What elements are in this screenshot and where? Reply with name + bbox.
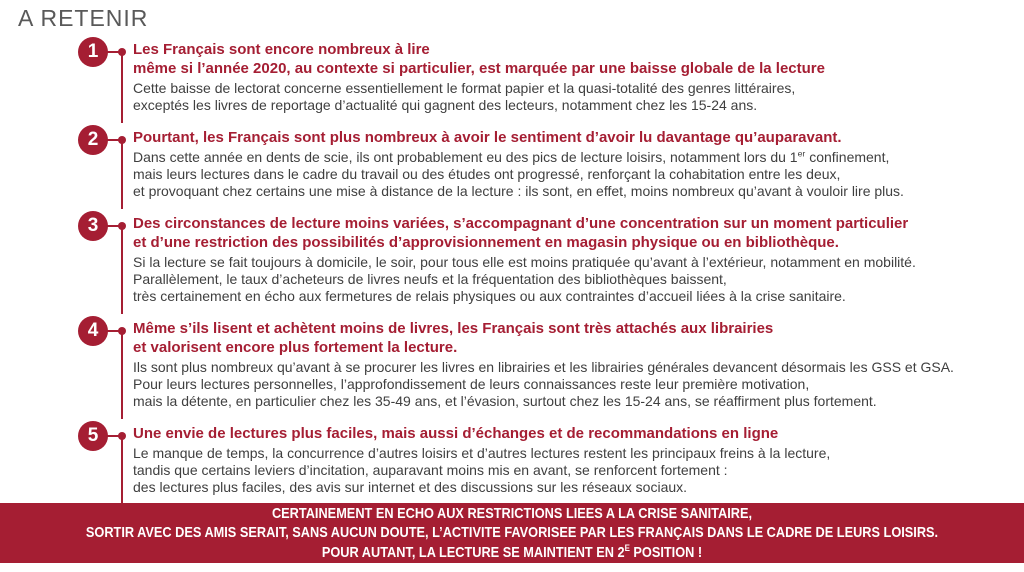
footer-text: POSITION ! <box>629 543 703 561</box>
section-body-line: et provoquant chez certains une mise à distance de la lecture : ils sont, en effet, moins nombreux qu’avant à vouloir lire plus. <box>133 183 904 199</box>
footer-line-3 <box>77 543 947 563</box>
takeaway-section-2 <box>0 128 1024 200</box>
footer-line-2: SORTIR AVEC DES AMIS SERAIT, SANS AUCUN DOUTE, L’ACTIVITE FAVORISEE PAR LES FRANÇAIS DANS LE CADRE DE LEURS LOISIRS. <box>85 524 939 542</box>
section-title-line: Même s’ils lisent et achètent moins de livres, les Français sont très attachés aux librairies <box>133 320 774 337</box>
number-badge: 1 <box>78 37 108 67</box>
section-body-line: Cette baisse de lectorat concerne essentiellement le format papier et la quasi-totalité des genres littéraires, <box>133 80 796 96</box>
footer-text: POUR AUTANT, LA LECTURE SE MAINTIENT EN 2 <box>321 543 625 561</box>
section-title-line: Les Français sont encore nombreux à lire <box>133 41 430 58</box>
section-title <box>133 214 1024 252</box>
superscript-text: E <box>624 542 630 553</box>
number-badge: 2 <box>78 125 108 155</box>
section-title <box>133 128 1024 147</box>
takeaways-list <box>0 40 1024 510</box>
page-title: A RETENIR <box>18 5 149 31</box>
footer-banner <box>0 503 1024 563</box>
section-vline <box>121 331 123 419</box>
section-body <box>133 445 1024 496</box>
section-body-line: tandis que certains leviers d’incitation, auparavant moins mis en avant, se renforcent fortement : <box>133 462 728 478</box>
section-body-line: Pour leurs lectures personnelles, l’approfondissement de leurs connaissances reste leur première motivation, <box>133 376 810 392</box>
section-title-line: et d’une restriction des possibilités d’approvisionnement en magasin physique ou en bibliothèque. <box>133 234 839 251</box>
section-body-line: Ils sont plus nombreux qu’avant à se procurer les livres en librairies et les librairies générales devancent désormais les GSS et GSA. <box>133 359 954 375</box>
body-text: Dans cette année en dents de scie, ils ont probablement eu des pics de lecture loisirs, notamment lors du 1 <box>133 149 798 165</box>
number-badge: 3 <box>78 211 108 241</box>
section-vline <box>121 140 123 209</box>
section-title-line: et valorisent encore plus fortement la lecture. <box>133 339 458 356</box>
section-title <box>133 424 1024 443</box>
section-body-line: exceptés les livres de reportage d’actualité qui gagnent des lecteurs, notamment chez les 15-24 ans. <box>133 97 758 113</box>
section-vline <box>121 436 123 505</box>
takeaway-section-5 <box>0 424 1024 496</box>
section-body-line: mais leurs lectures dans le cadre du travail ou des études ont progressé, renforçant la cohabitation entre les deux, <box>133 166 841 182</box>
section-body-line: très certainement en écho aux fermetures de relais physiques ou aux contraintes d’accueil liées à la crise sanitaire. <box>133 288 846 304</box>
section-body <box>133 149 1024 200</box>
section-body-line: mais la détente, en particulier chez les 35-49 ans, et l’évasion, surtout chez les 15-24 ans, se réaffirment plus fortement. <box>133 393 877 409</box>
takeaway-section-1 <box>0 40 1024 114</box>
takeaway-section-4 <box>0 319 1024 410</box>
section-title <box>133 319 1024 357</box>
number-badge: 4 <box>78 316 108 346</box>
superscript-text: er <box>797 148 806 159</box>
section-body <box>133 80 1024 114</box>
section-title-line: Une envie de lectures plus faciles, mais aussi d’échanges et de recommandations en ligne <box>133 425 779 442</box>
section-body-line <box>133 149 1024 166</box>
section-body <box>133 254 1024 305</box>
section-body <box>133 359 1024 410</box>
body-text: confinement, <box>805 149 890 165</box>
footer-line-1: CERTAINEMENT EN ECHO AUX RESTRICTIONS LIEES A LA CRISE SANITAIRE, <box>271 504 753 522</box>
section-title-line: même si l’année 2020, au contexte si particulier, est marquée par une baisse globale de la lecture <box>133 60 825 77</box>
section-vline <box>121 52 123 123</box>
takeaway-section-3 <box>0 214 1024 305</box>
section-title-line: Pourtant, les Français sont plus nombreux à avoir le sentiment d’avoir lu davantage qu’auparavant. <box>133 129 842 146</box>
section-vline <box>121 226 123 314</box>
section-body-line: Le manque de temps, la concurrence d’autres loisirs et d’autres lectures restent les principaux freins à la lecture, <box>133 445 831 461</box>
section-body-line: des lectures plus faciles, des avis sur internet et des discussions sur les réseaux sociaux. <box>133 479 688 495</box>
section-title <box>133 40 1024 78</box>
section-body-line: Parallèlement, le taux d’acheteurs de livres neufs et la fréquentation des bibliothèques baissent, <box>133 271 727 287</box>
section-body-line: Si la lecture se fait toujours à domicile, le soir, pour tous elle est moins pratiquée qu’avant à l’extérieur, notamment en mobilité. <box>133 254 916 270</box>
number-badge: 5 <box>78 421 108 451</box>
section-title-line: Des circonstances de lecture moins variées, s’accompagnant d’une concentration sur un moment particulier <box>133 215 909 232</box>
